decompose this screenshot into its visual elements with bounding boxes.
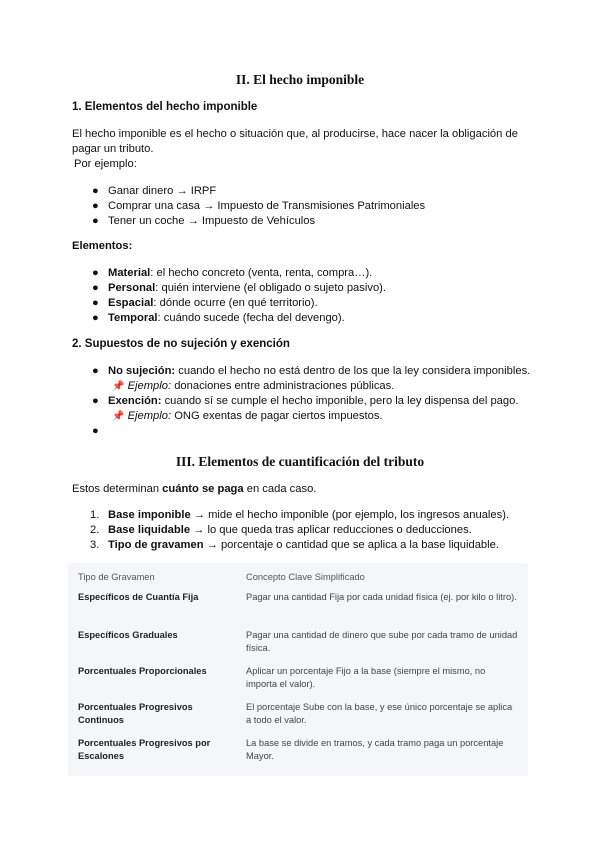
numbered-item: 1. Base imponible → mide el hecho imponible (por ejemplo, los ingresos anuales). — [90, 509, 510, 521]
bullet-icon: ● — [92, 312, 99, 324]
bullet-icon: ● — [92, 267, 99, 279]
bullet-icon: ● — [92, 215, 99, 227]
example-exencion: 📌 Ejemplo: ONG exentas de pagar ciertos impuestos. — [112, 410, 383, 422]
numbered-item: 2. Base liquidable → lo que queda tras aplicar reducciones o deducciones. — [90, 524, 472, 536]
bullet-icon: ● — [92, 185, 99, 197]
elements-heading: Elementos: — [72, 240, 133, 252]
gravamen-table: Tipo de Gravamen Concepto Clave Simplificado Específicos de Cuantía Fija Pagar una cantidad Fija por cada unidad física (ej. por kilo o litro). Específicos Graduales Pagar una cantidad de dinero que sube por cada tramo de unidad física. Porcentuales Proporcionales Aplicar un porcentaje Fijo a la base (siempre el mismo, no importa el valor). Porcentuales Progresivos Continuos El porcentaje Sube con la base, y ese único porcentaje se aplica a todo el valor. Porcentuales Progresivos por Escalones La base se divide en tramos, y cada tramo paga un porcentaje Mayor. — [68, 563, 528, 776]
bullet-icon: ● — [92, 200, 99, 212]
subsection-title-supuestos: 2. Supuestos de no sujeción y exención — [72, 338, 290, 350]
intro-line-1: El hecho imponible es el hecho o situación que, al producirse, hace nacer la obligación de — [72, 128, 518, 140]
subsection-title-elementos: 1. Elementos del hecho imponible — [72, 101, 258, 113]
bullet-icon: ● — [92, 282, 99, 294]
section-title-hecho-imponible: II. El hecho imponible — [235, 72, 365, 87]
table-header-concepto: Concepto Clave Simplificado — [246, 572, 365, 582]
bullet-icon: ● — [92, 395, 99, 407]
table-header-tipo: Tipo de Gravamen — [78, 572, 155, 582]
example-label: Por ejemplo: — [74, 158, 137, 170]
section-title-cuantificacion: III. Elementos de cuantificación del tributo — [175, 454, 425, 469]
cuantificacion-intro: Estos determinan cuánto se paga en cada caso. — [72, 483, 317, 495]
pin-icon: 📌 — [112, 411, 125, 422]
bullet-icon: ● — [92, 297, 99, 309]
example-no-sujecion: 📌 Ejemplo: donaciones entre administraciones públicas. — [112, 380, 395, 392]
bullet-icon: ● — [92, 425, 99, 437]
numbered-item: 3. Tipo de gravamen → porcentaje o cantidad que se aplica a la base liquidable. — [90, 539, 499, 551]
intro-line-2: pagar un tributo. — [72, 143, 154, 155]
document-page: II. El hecho imponible 1. Elementos del hecho imponible El hecho imponible es el hecho o situación que, al producirse, hace nacer la obligación de pagar un tributo. Por ejemplo: ● Ganar dinero → IRPF ● Comprar una casa → Impuesto de Transmisiones Patrimoniales ● Tener un coche → Impuesto de Vehículos Elementos: ● Material: el hecho concreto (venta, renta, compra…). ● Personal: quién interviene (el obligado o sujeto pasivo). ● Espacial: dónde ocurre (en qué territorio). ● Temporal: cuándo sucede (fecha del devengo). 2. Supuestos de no sujeción y exención ● No sujeción: cuando el hecho no está dentro de los que la ley considera imponibles. 📌 Ejemplo: donaciones entre administraciones públicas. ● Exención: cuando sí se cumple el hecho imponible, pero la ley dispensa del pago. 📌 Ejemplo: ONG exentas de pagar ciertos impuestos. ● III. Elementos de cuantificación del tributo Estos determinan cuánto se paga en cada caso. 1. Base imponible → mide el hecho imponible (por ejemplo, los ingresos anuales). 2. Base liquidable → lo que queda tras aplicar reducciones o deducciones. 3. Tipo de gravamen → porcentaje o cantidad que se aplica a la base liquidable. Tipo de Gravamen Concepto Clave Simplificado Específicos de Cuantía Fija Pagar una cantidad Fija por cada unidad física (ej. por kilo o litro). Específicos Graduales Pagar una cantidad de dinero que sube por cada tramo de unidad física. Porcentuales Proporcionales Aplicar un porcentaje Fijo a la base (siempre el mismo, no importa el valor). Porcentuales Progresivos Continuos El porcentaje Sube con la base, y ese único porcentaje se aplica a todo el valor. Porcentuales Progresivos por Escalones La base se divide en tramos, y cada tramo paga un porcentaje Mayor. — [0, 0, 600, 848]
bullet-icon: ● — [92, 365, 99, 377]
pin-icon: 📌 — [112, 381, 125, 392]
intro-paragraph — [72, 127, 518, 172]
